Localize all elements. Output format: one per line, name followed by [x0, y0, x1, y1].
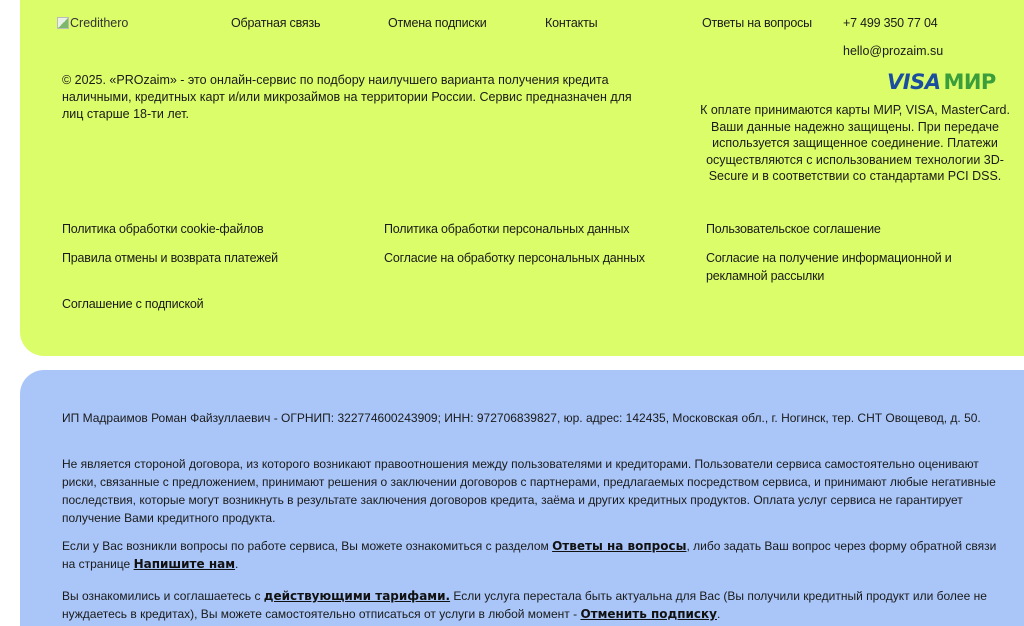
- disclaimer-text: Не является стороной договора, из которого возникают правоотношения между пользователями и кредиторами. Пользователи сервиса самостоятельно оценивают риски, связанные с предложением, принимают решения о заключении договоров с партнерами, предлагаемых посредством сервиса, и принимают любые негативные последствия, которые могут возникнуть в результате заключения договоров кредита, заёма и других кредитных продуктов. Оплата услуг сервиса не гарантирует получение Вами кредитного продукта.: [62, 457, 996, 525]
- nav-faq[interactable]: Ответы на вопросы: [702, 16, 812, 30]
- link-cookie-policy[interactable]: Политика обработки cookie-файлов: [62, 222, 264, 236]
- phone-link[interactable]: +7 499 350 77 04: [843, 16, 938, 30]
- tariffs-link[interactable]: действующими тарифами.: [263, 589, 451, 603]
- link-user-agreement[interactable]: Пользовательское соглашение: [706, 222, 881, 236]
- questions-text: [62, 537, 1012, 573]
- questions-pre: Если у Вас возникли вопросы по работе сервиса, Вы можете ознакомиться с разделом: [62, 539, 553, 553]
- nav-contacts[interactable]: Контакты: [545, 16, 598, 30]
- questions-mid: , либо задать Ваш вопрос через форму обратной связи на странице: [62, 539, 997, 571]
- copyright-text: © 2025. «PROzaim» - это онлайн-сервис по подбору наилучшего варианта получения кредита наличными, кредитных карт и/или микрозаймов на территории России. Сервис предназначен для лиц старше 18-ти лет.: [62, 73, 632, 121]
- payment-logos: [887, 70, 996, 94]
- email-link[interactable]: hello@prozaim.su: [843, 44, 944, 58]
- link-personal-data-policy[interactable]: Политика обработки персональных данных: [384, 222, 630, 236]
- tariffs-mid: Если услуга перестала быть актуальна для Вас (Вы получили кредитный продукт или более не нуждаетесь в кредитах), Вы можете самостоятельно отписаться от услуги в любой момент -: [62, 589, 987, 621]
- link-data-consent[interactable]: Согласие на обработку персональных данных: [384, 251, 645, 265]
- questions-post: .: [235, 557, 239, 571]
- link-mailing-consent[interactable]: Согласие на получение информационной и рекламной рассылки: [706, 251, 952, 283]
- link-subscription-agreement[interactable]: Соглашение с подпиской: [62, 297, 204, 311]
- payment-info-text: К оплате принимаются карты МИР, VISA, MasterCard. Ваши данные надежно защищены. При передаче используется защищенное соединение. Платежи осуществляются с использованием технологии 3D-Secure и в соответствии со стандартами PCI DSS.: [700, 103, 1010, 183]
- visa-logo-icon: VISA: [887, 70, 941, 94]
- logo-alt-text: Credithero: [70, 16, 129, 30]
- tariffs-post: .: [716, 607, 721, 621]
- write-us-link[interactable]: Напишите нам: [133, 557, 236, 571]
- faq-link[interactable]: Ответы на вопросы: [552, 539, 687, 553]
- broken-image-icon: [57, 17, 69, 29]
- nav-feedback[interactable]: Обратная связь: [231, 16, 321, 30]
- company-info: ИП Мадраимов Роман Файзуллаевич - ОГРНИП: 322774600243909; ИНН: 972706839827, юр. адрес: 142435, Московская обл., г. Ногинск, тер. СНТ Овощевод, д. 50.: [62, 411, 981, 425]
- tariffs-text: [62, 587, 1012, 623]
- logo[interactable]: [57, 16, 128, 30]
- nav-cancel-subscription[interactable]: Отмена подписки: [388, 16, 487, 30]
- unsubscribe-link[interactable]: Отменить подписку: [580, 607, 717, 621]
- mir-logo-icon: МИР: [943, 70, 996, 94]
- link-refund-rules[interactable]: Правила отмены и возврата платежей: [62, 251, 278, 265]
- tariffs-pre: Вы ознакомились и соглашаетесь с: [62, 589, 264, 603]
